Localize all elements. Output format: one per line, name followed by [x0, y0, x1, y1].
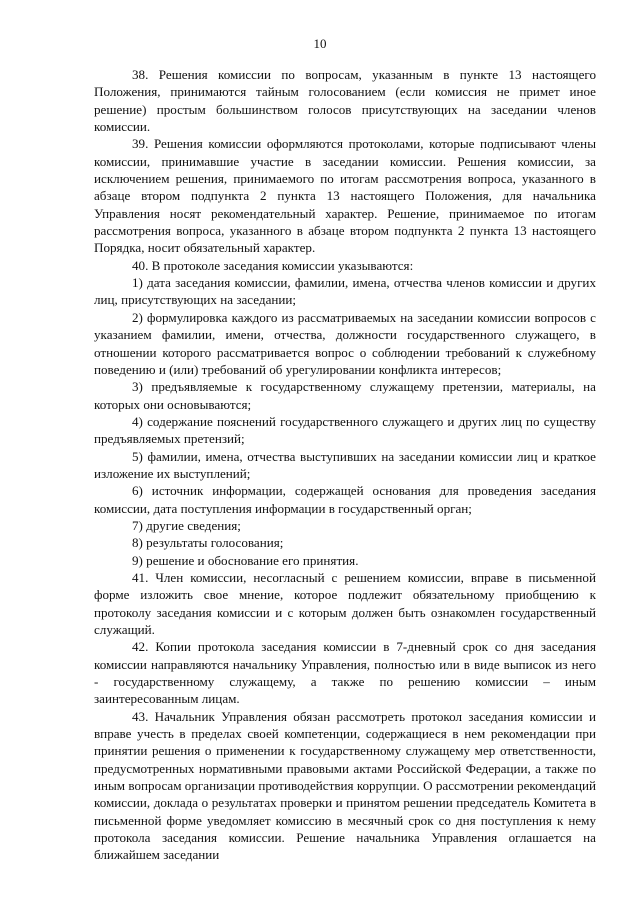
paragraph-40: 40. В протоколе заседания комиссии указываются:	[132, 257, 414, 273]
list-item-4: 4) содержание пояснений государственного служащего и других лиц по существу предъявляемых претензий;	[94, 413, 596, 447]
list-item-1: 1) дата заседания комиссии, фамилии, имена, отчества членов комиссии и других лиц, присутствующих на заседании;	[94, 275, 596, 308]
paragraph-39: 39. Решения комиссии оформляются протоколами, которые подписывают члены комиссии, принимавшие участие в заседании комиссии. Решения комиссии, за исключением решения, принимаемого по итогам рассмотрения вопроса, указанного в абзаце втором подпункта 2 пункта 13 настоящего Положения, для начальника Управления носят рекомендательный характер. Решение, принимаемое по итогам рассмотрения вопроса, указанного в абзаце втором подпункта 2 пункта 13 настоящего Порядка, носит обязательный характер.	[94, 136, 596, 256]
list-item-8: 8) результаты голосования;	[132, 535, 284, 551]
list-item-9: 9) решение и обоснование его принятия.	[132, 552, 359, 568]
list-item-7: 7) другие сведения;	[132, 517, 241, 533]
list-item-3: 3) предъявляемые к государственному служащему претензии, материалы, на которых они основываются;	[94, 379, 596, 412]
page-number: 10	[313, 36, 327, 51]
paragraph-41: 41. Член комиссии, несогласный с решением комиссии, вправе в письменной форме изложить свое мнение, которое подлежит обязательному приобщению к протоколу заседания комиссии и с которым должен быть ознакомлен государственный служащий.	[94, 569, 596, 637]
list-item-6: 6) источник информации, содержащей основания для проведения заседания комиссии, дата поступления информации в государственный орган;	[94, 483, 596, 516]
paragraph-38: 38. Решения комиссии по вопросам, указанным в пункте 13 настоящего Положения, принимаются тайным голосованием (если комиссия не примет иное решение) простым большинством голосов присутствующих на заседании членов комиссии.	[94, 67, 596, 135]
list-item-2: 2) формулировка каждого из рассматриваемых на заседании комиссии вопросов с указанием фамилии, имени, отчества, должности государственного служащего, в отношении которого рассматривается вопрос о соблюдении требований к служебному поведению и (или) требований об урегулировании конфликта интересов;	[94, 309, 596, 377]
document-body	[94, 66, 596, 864]
paragraph-42: 42. Копии протокола заседания комиссии в 7-дневный срок со дня заседания комиссии направляются начальнику Управления, полностью или в виде выписок из него - государственному служащему, а также по решению комиссии – иным заинтересованным лицам.	[94, 639, 596, 707]
list-item-5: 5) фамилии, имена, отчества выступивших на заседании комиссии лиц и краткое изложение их выступлений;	[94, 448, 596, 481]
paragraph-43: 43. Начальник Управления обязан рассмотреть протокол заседания комиссии и вправе учесть в пределах своей компетенции, содержащиеся в нем рекомендации при принятии решения о применении к государственному служащему мер ответственности, предусмотренных нормативными правовыми актами Российской Федерации, а также по иным вопросам организации противодействия коррупции. О рассмотрении рекомендаций комиссии, доклада о результатах проверки и принятом решении председатель Комитета в письменной форме уведомляет комиссию в месячный срок со дня поступления к нему протокола заседания комиссии. Решение начальника Управления оглашается на ближайшем заседании	[94, 708, 596, 863]
